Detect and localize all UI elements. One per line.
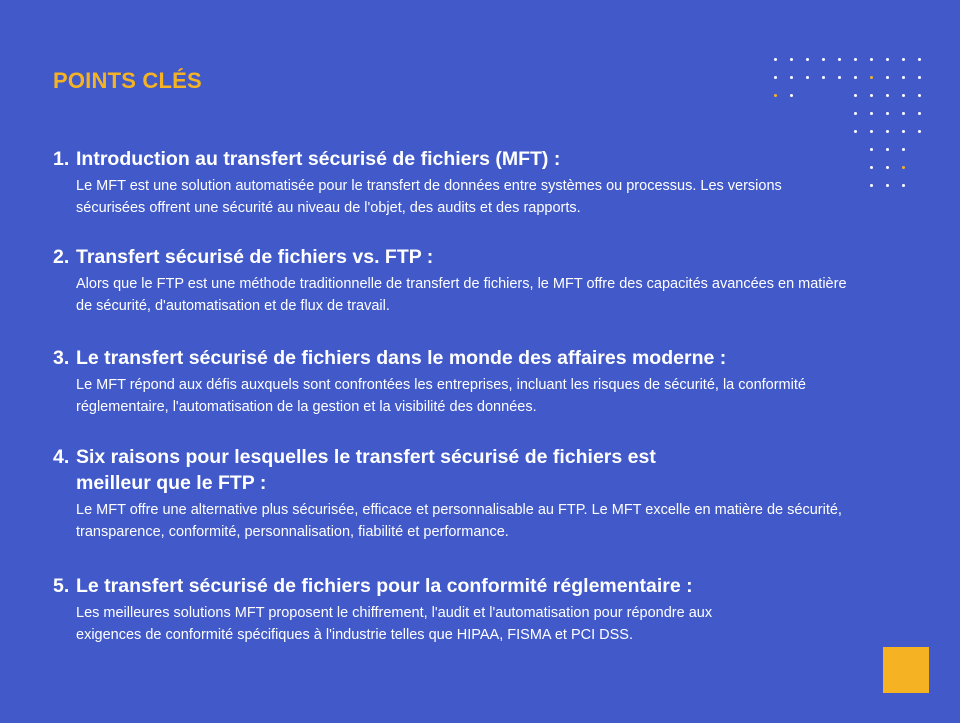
key-point-description: Le MFT offre une alternative plus sécurisée, efficace et personnalisable au FTP. Le MFT excelle en matière de sécurité, transparence, conformité, personnalisation, fiabilité et performance. — [76, 502, 842, 540]
key-point-number: 1. — [53, 148, 70, 170]
gold-square-decoration — [883, 647, 929, 693]
key-point-description: Alors que le FTP est une méthode traditionnelle de transfert de fichiers, le MFT offre des capacités avancées en matière de sécurité, d'automatisation et de flux de travail. — [76, 276, 847, 314]
key-point-title: Six raisons pour lesquelles le transfert sécurisé de fichiers est meilleur que le FTP : — [76, 446, 656, 494]
key-point-heading — [53, 146, 853, 172]
key-point-number: 4. — [53, 446, 70, 468]
dot — [822, 76, 825, 79]
key-point-heading — [53, 444, 853, 496]
dot — [902, 76, 905, 79]
key-point-heading — [53, 244, 853, 270]
dot — [918, 94, 921, 97]
key-point — [53, 244, 853, 317]
dot — [902, 112, 905, 115]
dot — [822, 58, 825, 61]
dot — [902, 94, 905, 97]
dot — [918, 130, 921, 133]
dot — [870, 112, 873, 115]
dot — [902, 130, 905, 133]
dot — [854, 58, 857, 61]
dot — [806, 58, 809, 61]
key-point-title: Introduction au transfert sécurisé de fichiers (MFT) : — [76, 148, 561, 170]
dot — [774, 94, 777, 97]
dot — [854, 112, 857, 115]
dot — [854, 94, 857, 97]
key-point-description: Le MFT répond aux défis auxquels sont confrontées les entreprises, incluant les risques de sécurité, la conformité réglementaire, l'automatisation de la gestion et la visibilité des données. — [76, 377, 806, 415]
dot — [886, 148, 889, 151]
section-title: POINTS CLÉS — [53, 68, 202, 93]
dot — [886, 130, 889, 133]
key-point — [53, 345, 853, 418]
dot — [854, 76, 857, 79]
dot — [870, 184, 873, 187]
key-point-heading — [53, 573, 853, 599]
dot — [838, 58, 841, 61]
dot — [902, 184, 905, 187]
dot — [870, 76, 873, 79]
dot — [918, 76, 921, 79]
dot — [854, 130, 857, 133]
key-point-number: 3. — [53, 347, 70, 369]
key-point-number: 5. — [53, 575, 70, 597]
dot — [870, 58, 873, 61]
dot — [790, 94, 793, 97]
dot — [918, 58, 921, 61]
dot — [886, 76, 889, 79]
key-point-title: Le transfert sécurisé de fichiers dans le monde des affaires moderne : — [76, 347, 727, 369]
key-point-description: Le MFT est une solution automatisée pour le transfert de données entre systèmes ou processus. Les versions sécurisées offrent une sécurité au niveau de l'objet, des audits et des rapports. — [76, 178, 782, 216]
key-point-heading — [53, 345, 853, 371]
dot — [886, 94, 889, 97]
dot — [806, 76, 809, 79]
dot — [774, 76, 777, 79]
dot — [886, 58, 889, 61]
key-point-title: Transfert sécurisé de fichiers vs. FTP : — [76, 246, 434, 268]
dot — [870, 130, 873, 133]
key-point — [53, 146, 853, 219]
key-point-number: 2. — [53, 246, 70, 268]
dot — [886, 112, 889, 115]
dot — [870, 94, 873, 97]
dot — [870, 148, 873, 151]
dot — [902, 58, 905, 61]
key-point — [53, 444, 853, 543]
key-point — [53, 573, 853, 646]
dot — [790, 58, 793, 61]
dot — [918, 112, 921, 115]
key-point-description: Les meilleures solutions MFT proposent le chiffrement, l'audit et l'automatisation pour répondre aux exigences de conformité spécifiques à l'industrie telles que HIPAA, FISMA et PCI DSS. — [76, 605, 713, 643]
dot — [774, 58, 777, 61]
dot — [886, 166, 889, 169]
dot — [838, 76, 841, 79]
key-point-title: Le transfert sécurisé de fichiers pour la conformité réglementaire : — [76, 575, 693, 597]
dot — [886, 184, 889, 187]
dot — [790, 76, 793, 79]
dot — [902, 148, 905, 151]
dot — [870, 166, 873, 169]
dot — [902, 166, 905, 169]
